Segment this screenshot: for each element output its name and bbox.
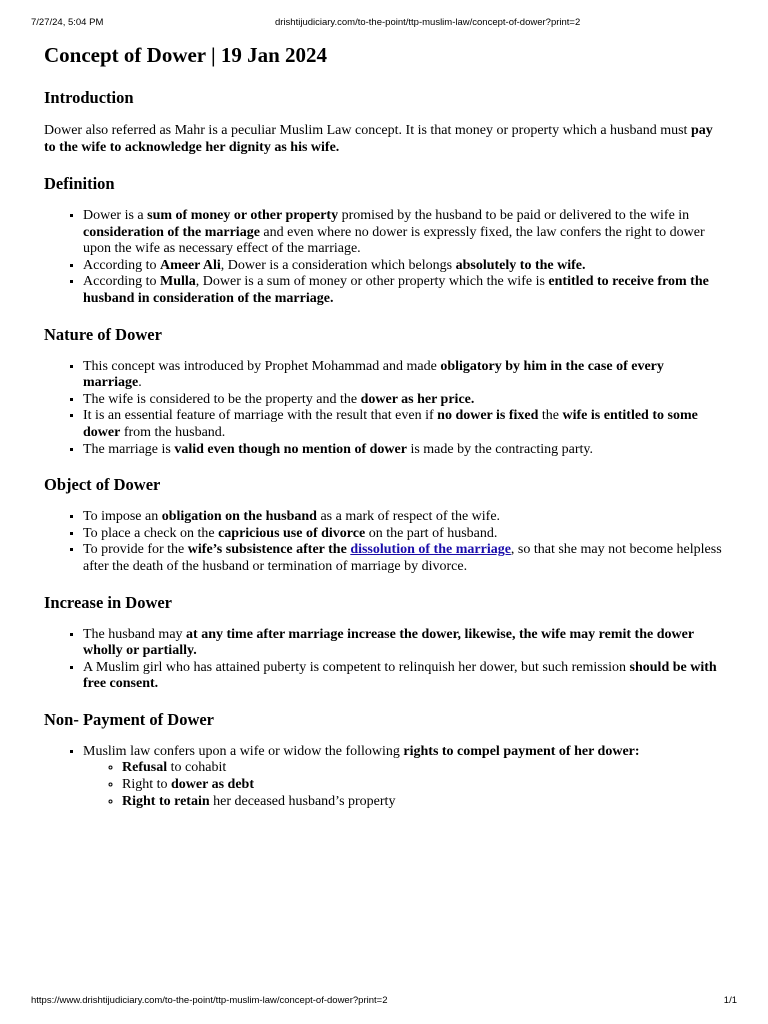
print-footer-url: https://www.drishtijudiciary.com/to-the-point/ttp-muslim-law/concept-of-dower?print=2	[31, 995, 388, 1006]
sublist-item: ◦ Right to retain her deceased husband’s property	[122, 794, 724, 811]
print-header-url: drishtijudiciary.com/to-the-point/ttp-muslim-law/concept-of-dower?print=2	[275, 17, 581, 28]
list-item: ▪ Muslim law confers upon a wife or widow the following rights to compel payment of her dower: ◦ Refusal to cohabit ◦ Right to dower as debt ◦ Right to retain her deceased husband’s property	[83, 744, 724, 810]
definition-list	[44, 208, 724, 308]
heading-object-of-dower: Object of Dower	[44, 475, 161, 495]
print-datetime: 7/27/24, 5:04 PM	[31, 17, 104, 28]
list-item: ▪ The wife is considered to be the property and the dower as her price.	[83, 392, 724, 409]
list-item: ▪ A Muslim girl who has attained puberty is competent to relinquish her dower, but such remission should be with free consent.	[83, 660, 724, 693]
list-item: ▪ To impose an obligation on the husband as a mark of respect of the wife.	[83, 509, 724, 526]
sublist-item: ◦ Right to dower as debt	[122, 777, 724, 794]
page-number: 1/1	[723, 995, 737, 1006]
heading-increase-in-dower: Increase in Dower	[44, 592, 173, 612]
intro-paragraph	[44, 122, 724, 156]
list-item: ▪ To provide for the wife’s subsistence after the dissolution of the marriage, so that she may not become helpless after the death of the husband or termination of marriage by divorce.	[83, 542, 724, 575]
intro-text: Dower also referred as Mahr is a peculiar Muslim Law concept. It is that money or property which a husband must	[44, 123, 691, 138]
list-item: ▪ To place a check on the capricious use of divorce on the part of husband.	[83, 526, 724, 543]
list-item: ▪ According to Mulla, Dower is a sum of money or other property which the wife is entitled to receive from the husband in consideration of the marriage.	[83, 274, 724, 307]
nature-list	[44, 359, 724, 459]
object-list	[44, 509, 724, 575]
dissolution-of-marriage-link[interactable]: dissolution of the marriage	[350, 542, 511, 558]
rights-sublist	[83, 760, 724, 810]
heading-non-payment-of-dower: Non- Payment of Dower	[44, 709, 215, 729]
list-item: ▪ The marriage is valid even though no mention of dower is made by the contracting party.	[83, 442, 724, 459]
list-item: ▪ According to Ameer Ali, Dower is a consideration which belongs absolutely to the wife.	[83, 258, 724, 275]
heading-definition: Definition	[44, 174, 115, 193]
heading-introduction: Introduction	[44, 88, 134, 107]
list-item: ▪ The husband may at any time after marriage increase the dower, likewise, the wife may remit the dower wholly or partially.	[83, 627, 724, 660]
list-item: ▪ This concept was introduced by Prophet Mohammad and made obligatory by him in the case of every marriage.	[83, 359, 724, 392]
nonpayment-list	[44, 744, 724, 810]
increase-list	[44, 627, 724, 693]
list-item: ▪ Dower is a sum of money or other property promised by the husband to be paid or delivered to the wife in consideration of the marriage and even where no dower is expressly fixed, the law confers the right to dower upon the wife as necessary effect of the marriage.	[83, 208, 724, 258]
list-item: ▪ It is an essential feature of marriage with the result that even if no dower is fixed the wife is entitled to some dower from the husband.	[83, 408, 724, 441]
heading-nature-of-dower: Nature of Dower	[44, 324, 162, 344]
page-title: Concept of Dower | 19 Jan 2024	[44, 43, 328, 67]
sublist-item: ◦ Refusal to cohabit	[122, 760, 724, 777]
article	[44, 42, 724, 827]
intro-bold: pay to the wife to acknowledge her dignity as his wife.	[44, 123, 713, 155]
